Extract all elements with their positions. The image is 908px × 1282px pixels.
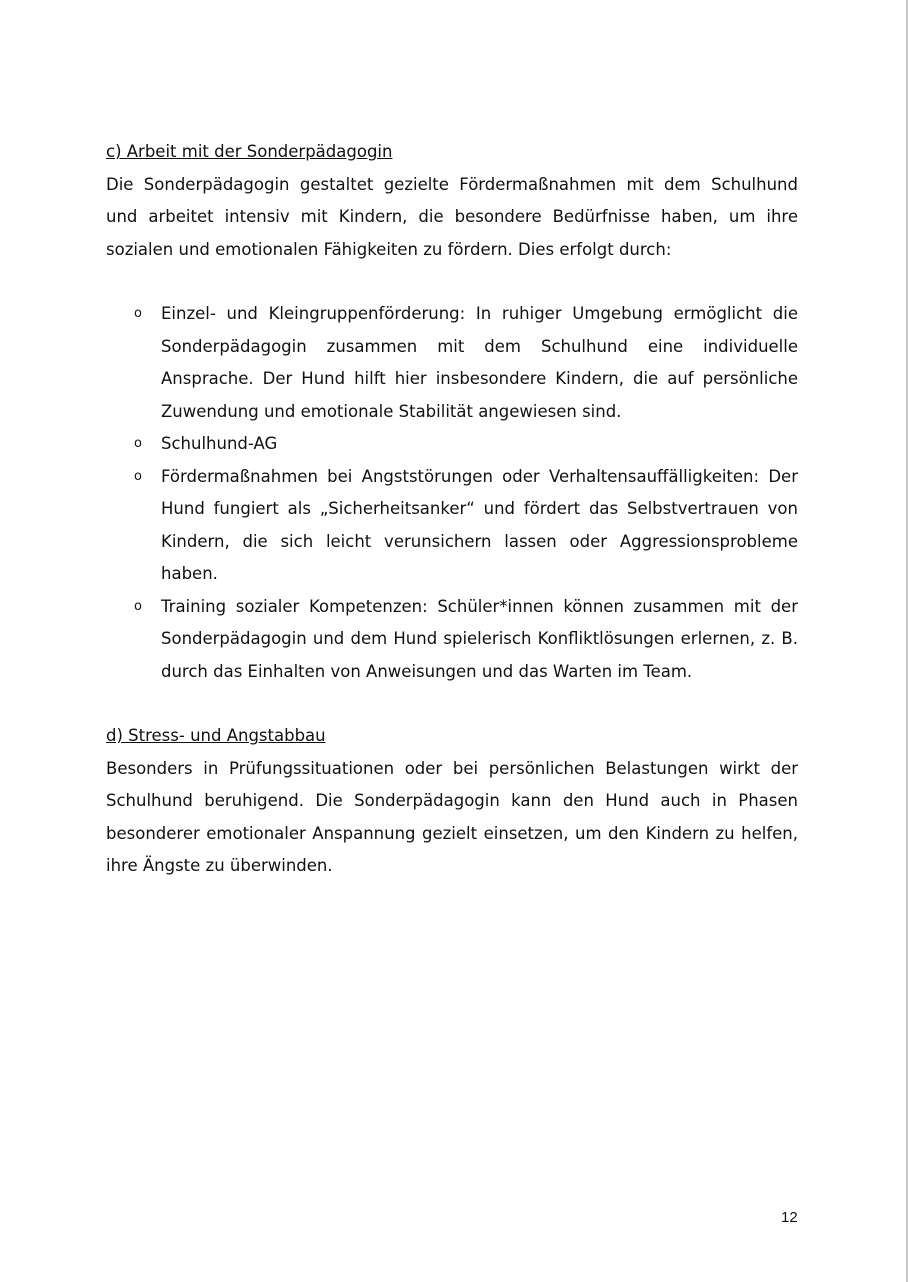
bullet-icon: o [134, 306, 142, 321]
list-item-text: Einzel- und Kleingruppenförderung: In ruhiger Umgebung ermöglicht die Sonderpädagogin zusammen mit dem Schulhund eine individuelle Ansprache. Der Hund hilft hier insbesondere Kindern, die auf persönliche Zuwendung und emotionale Stabilität angewiesen sind. [161, 304, 798, 421]
list-item [106, 298, 798, 428]
section-c-intro: Die Sonderpädagogin gestaltet gezielte Fördermaßnahmen mit dem Schulhund und arbeitet intensiv mit Kindern, die besondere Bedürfnisse haben, um ihre sozialen und emotionalen Fähigkeiten zu fördern. Dies erfolgt durch: [106, 174, 798, 259]
bullet-list [106, 298, 798, 688]
section-d-heading: d) Stress- und Angstabbau [106, 726, 326, 745]
page-number: 12 [781, 1209, 798, 1226]
list-item-text: Training sozialer Kompetenzen: Schüler*innen können zusammen mit der Sonderpädagogin und dem Hund spielerisch Konfliktlösungen erlernen, z. B. durch das Einhalten von Anweisungen und das Warten im Team. [161, 596, 798, 681]
list-item-text: Fördermaßnahmen bei Angststörungen oder Verhaltensauffälligkeiten: Der Hund fungiert als „Sicherheitsanker“ und fördert das Selbstvertrauen von Kindern, die sich leicht verunsichern lassen oder Aggressionsprobleme haben. [161, 466, 798, 583]
list-item [106, 461, 798, 591]
bullet-icon: o [134, 598, 142, 614]
list-item [106, 428, 798, 461]
list-item-text: Schulhund-AG [161, 434, 278, 453]
bullet-icon: o [134, 436, 142, 451]
bullet-icon: o [134, 468, 142, 484]
document-page [106, 136, 798, 883]
list-item [106, 591, 798, 689]
section-d-body: Besonders in Prüfungssituationen oder bei persönlichen Belastungen wirkt der Schulhund beruhigend. Die Sonderpädagogin kann den Hund auch in Phasen besonderer emotionaler Anspannung gezielt einsetzen, um den Kindern zu helfen, ihre Ängste zu überwinden. [106, 758, 798, 875]
section-c-heading: c) Arbeit mit der Sonderpädagogin [106, 142, 393, 161]
